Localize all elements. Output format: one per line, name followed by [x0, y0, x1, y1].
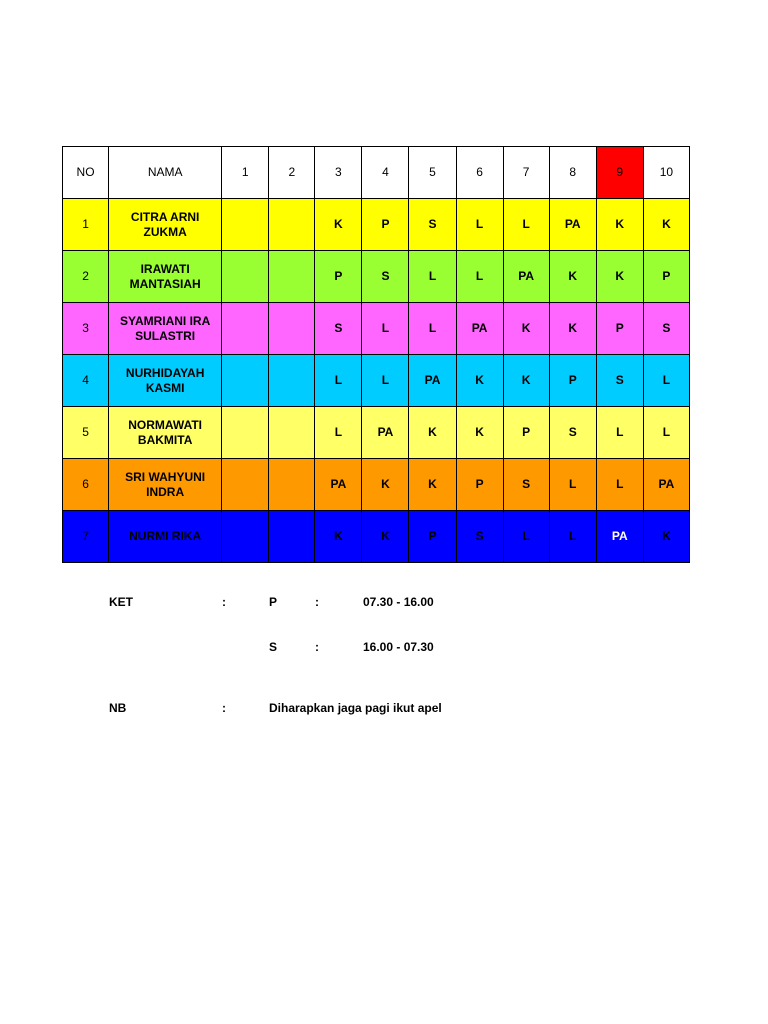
header-day-8: 8 — [549, 147, 596, 199]
header-day-2: 2 — [269, 147, 315, 199]
shift-cell-day-9: K — [596, 199, 643, 251]
shift-cell-day-3: P — [315, 251, 362, 303]
shift-cell-day-7: S — [503, 459, 549, 511]
s-colon: : — [315, 640, 319, 654]
staff-name-line2: ZUKMA — [143, 224, 187, 239]
row-number: 7 — [63, 511, 109, 563]
shift-cell-day-5: L — [409, 303, 456, 355]
shift-cell-day-10: L — [643, 407, 689, 459]
shift-cell-day-7: K — [503, 355, 549, 407]
staff-name-line2: MANTASIAH — [129, 276, 201, 291]
nb-label: NB — [109, 701, 127, 715]
shift-cell-day-8: PA — [549, 199, 596, 251]
shift-cell-day-9: S — [596, 355, 643, 407]
shift-cell-day-4: K — [362, 511, 409, 563]
shift-cell-day-7: L — [503, 199, 549, 251]
shift-cell-day-7: P — [503, 407, 549, 459]
shift-cell-day-6: PA — [456, 303, 503, 355]
shift-cell-day-10: P — [643, 251, 689, 303]
shift-cell-day-3: K — [315, 511, 362, 563]
header-no: NO — [63, 147, 109, 199]
shift-cell-day-10: K — [643, 511, 689, 563]
shift-cell-day-5: PA — [409, 355, 456, 407]
staff-name-line2: SULASTRI — [135, 328, 196, 343]
shift-cell-day-8: K — [549, 303, 596, 355]
shift-cell-day-6: L — [456, 251, 503, 303]
staff-name-line2: INDRA — [146, 484, 185, 499]
staff-name-line1: IRAWATI — [140, 261, 190, 276]
shift-cell-day-7: L — [503, 511, 549, 563]
shift-cell-day-7: K — [503, 303, 549, 355]
staff-name-line1: NURHIDAYAH — [125, 365, 205, 380]
shift-cell-day-6: S — [456, 511, 503, 563]
shift-cell-day-3: PA — [315, 459, 362, 511]
header-day-9: 9 — [596, 147, 643, 199]
shift-cell-day-5: L — [409, 251, 456, 303]
shift-cell-day-3: S — [315, 303, 362, 355]
shift-cell-day-9: L — [596, 459, 643, 511]
shift-cell-day-10: PA — [643, 459, 689, 511]
shift-cell-day-9: L — [596, 407, 643, 459]
row-number: 5 — [63, 407, 109, 459]
shift-cell-day-8: S — [549, 407, 596, 459]
staff-name-line1: NORMAWATI — [128, 417, 203, 432]
nb-colon: : — [222, 701, 226, 715]
staff-name-line2: KASMI — [145, 380, 185, 395]
shift-cell-day-6: K — [456, 407, 503, 459]
shift-cell-day-4: L — [362, 355, 409, 407]
header-day-3: 3 — [315, 147, 362, 199]
shift-cell-day-4: PA — [362, 407, 409, 459]
staff-name-line2: BAKMITA — [137, 432, 193, 447]
staff-name-line1: SYAMRIANI IRA — [120, 313, 211, 328]
s-code: S — [269, 640, 278, 654]
shift-cell-day-8: K — [549, 251, 596, 303]
ket-colon: : — [222, 595, 226, 609]
shift-cell-day-10: L — [643, 355, 689, 407]
header-nama: NAMA — [109, 147, 222, 199]
shift-cell-day-9: P — [596, 303, 643, 355]
header-day-10: 10 — [643, 147, 689, 199]
shift-cell-day-5: S — [409, 199, 456, 251]
staff-name-line1: SRI WAHYUNI — [125, 469, 206, 484]
shift-cell-day-10: K — [643, 199, 689, 251]
p-colon: : — [315, 595, 319, 609]
staff-name-line1: CITRA ARNI — [130, 209, 200, 224]
shift-cell-day-3: K — [315, 199, 362, 251]
shift-cell-day-5: P — [409, 511, 456, 563]
shift-cell-day-8: L — [549, 459, 596, 511]
shift-cell-day-4: P — [362, 199, 409, 251]
shift-cell-day-5: K — [409, 407, 456, 459]
shift-cell-day-4: S — [362, 251, 409, 303]
header-day-1: 1 — [222, 147, 269, 199]
shift-cell-day-6: L — [456, 199, 503, 251]
shift-cell-day-9: PA — [596, 511, 643, 563]
shift-cell-day-7: PA — [503, 251, 549, 303]
header-day-4: 4 — [362, 147, 409, 199]
staff-name-line1: NURMI RIKA — [129, 529, 202, 543]
p-time: 07.30 - 16.00 — [363, 595, 434, 609]
shift-cell-day-5: K — [409, 459, 456, 511]
row-number: 3 — [63, 303, 109, 355]
row-number: 1 — [63, 199, 109, 251]
s-time: 16.00 - 07.30 — [363, 640, 434, 654]
shift-cell-day-8: L — [549, 511, 596, 563]
shift-cell-day-8: P — [549, 355, 596, 407]
row-number: 4 — [63, 355, 109, 407]
shift-cell-day-6: P — [456, 459, 503, 511]
row-number: 2 — [63, 251, 109, 303]
shift-cell-day-3: L — [315, 407, 362, 459]
p-code: P — [269, 595, 278, 609]
ket-label: KET — [109, 595, 133, 609]
shift-cell-day-4: K — [362, 459, 409, 511]
header-day-7: 7 — [503, 147, 549, 199]
nb-text: Diharapkan jaga pagi ikut apel — [269, 701, 442, 715]
shift-cell-day-6: K — [456, 355, 503, 407]
shift-cell-day-3: L — [315, 355, 362, 407]
header-day-5: 5 — [409, 147, 456, 199]
shift-cell-day-9: K — [596, 251, 643, 303]
shift-cell-day-4: L — [362, 303, 409, 355]
shift-cell-day-10: S — [643, 303, 689, 355]
row-number: 6 — [63, 459, 109, 511]
header-day-6: 6 — [456, 147, 503, 199]
